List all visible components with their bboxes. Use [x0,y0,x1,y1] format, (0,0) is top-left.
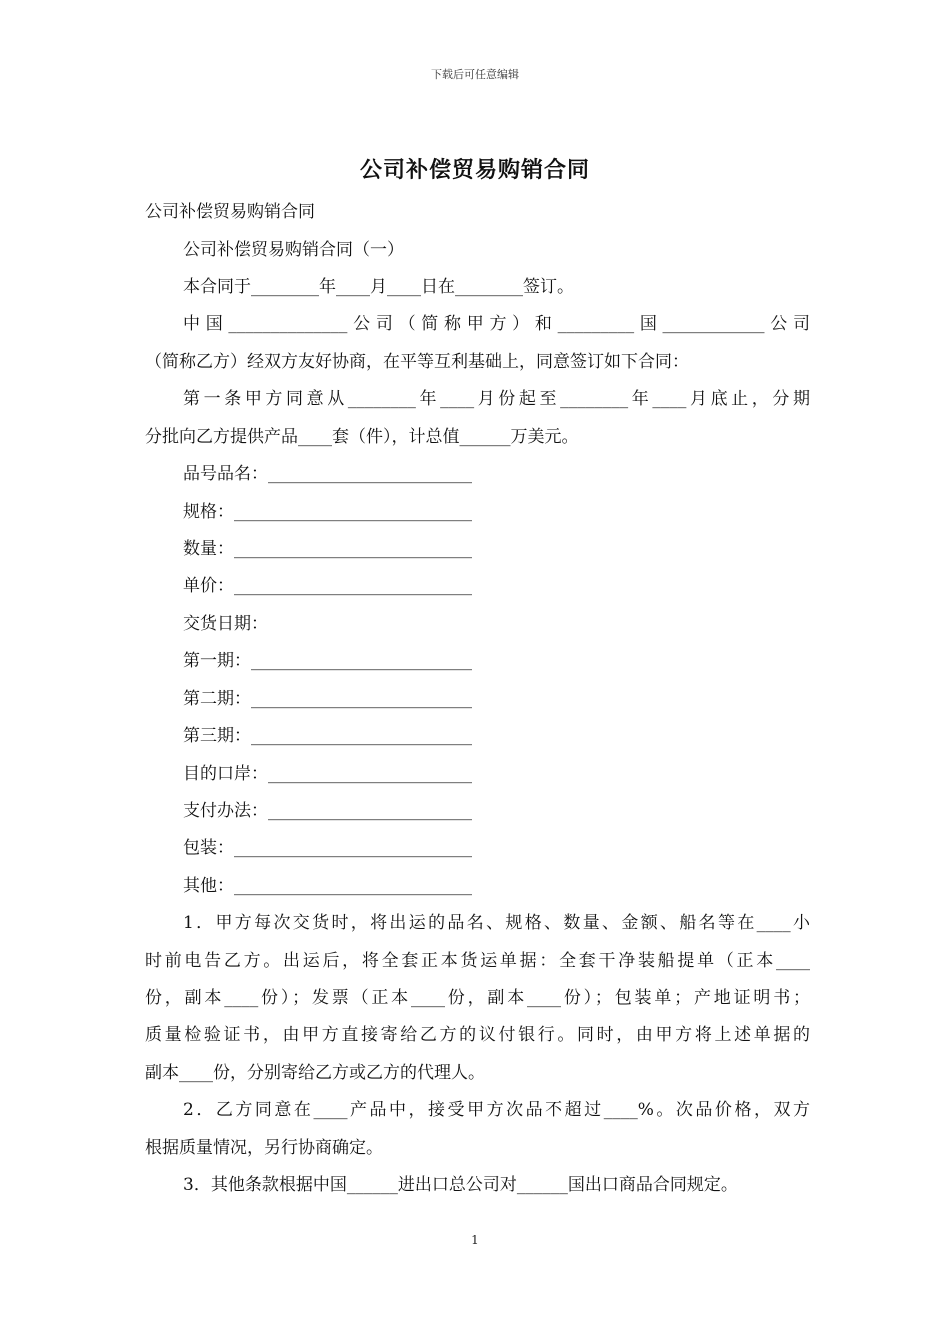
contract-heading: 公司补偿贸易购销合同（一） [183,240,404,260]
clause-1-line-5: 副本____份，分别寄给乙方或乙方的代理人。 [145,1063,485,1083]
field-destination-port: 目的口岸：________________________ [183,764,472,784]
document-title: 公司补偿贸易购销合同 [359,158,590,183]
clause-1-line-3: 份，副本____份）；发票（正本____份，副本____份）；包装单；产地证明书； [145,988,810,1008]
parties-line: 中国______________公司（简称甲方）和_________国____________公司 [183,314,810,334]
clause-3-line: 3．其他条款根据中国______进出口总公司对______国出口商品合同规定。 [183,1175,738,1195]
clause-1-line-4: 质量检验证书，由甲方直接寄给乙方的议付银行。同时，由甲方将上述单据的 [145,1025,810,1045]
signing-line: 本合同于________年____月____日在________签订。 [183,277,574,297]
clause-1-line-1: 1．甲方每次交货时，将出运的品名、规格、数量、金额、船名等在____小 [183,913,810,933]
article-1-line-cont: 分批向乙方提供产品____套（件），计总值______万美元。 [145,427,579,447]
subtitle-line: 公司补偿贸易购销合同 [145,202,315,222]
field-spec: 规格：____________________________ [183,502,472,522]
field-other: 其他：____________________________ [183,876,472,896]
clause-1-line-2: 时前电告乙方。出运后，将全套正本货运单据：全套干净装船提单（正本____ [145,951,810,971]
field-quantity: 数量：____________________________ [183,539,472,559]
article-1-line: 第一条甲方同意从________年____月份起至________年____月底止，分期 [183,389,810,409]
field-unit-price: 单价：____________________________ [183,576,472,596]
header-note: 下载后可任意编辑 [431,68,519,81]
parties-line-cont: （简称乙方）经双方友好协商，在平等互利基础上，同意签订如下合同： [145,352,689,372]
clause-2-line-2: 根据质量情况，另行协商确定。 [145,1138,383,1158]
field-product-name: 品号品名：________________________ [183,464,472,484]
field-phase-3: 第三期：__________________________ [183,726,472,746]
page-number: 1 [471,1233,479,1247]
field-payment: 支付办法：________________________ [183,801,472,821]
field-packing: 包装：____________________________ [183,838,472,858]
field-phase-1: 第一期：__________________________ [183,651,472,671]
field-delivery-date: 交货日期： [183,614,268,634]
clause-2-line-1: 2．乙方同意在____产品中，接受甲方次品不超过____%。次品价格，双方 [183,1100,810,1120]
field-phase-2: 第二期：__________________________ [183,689,472,709]
